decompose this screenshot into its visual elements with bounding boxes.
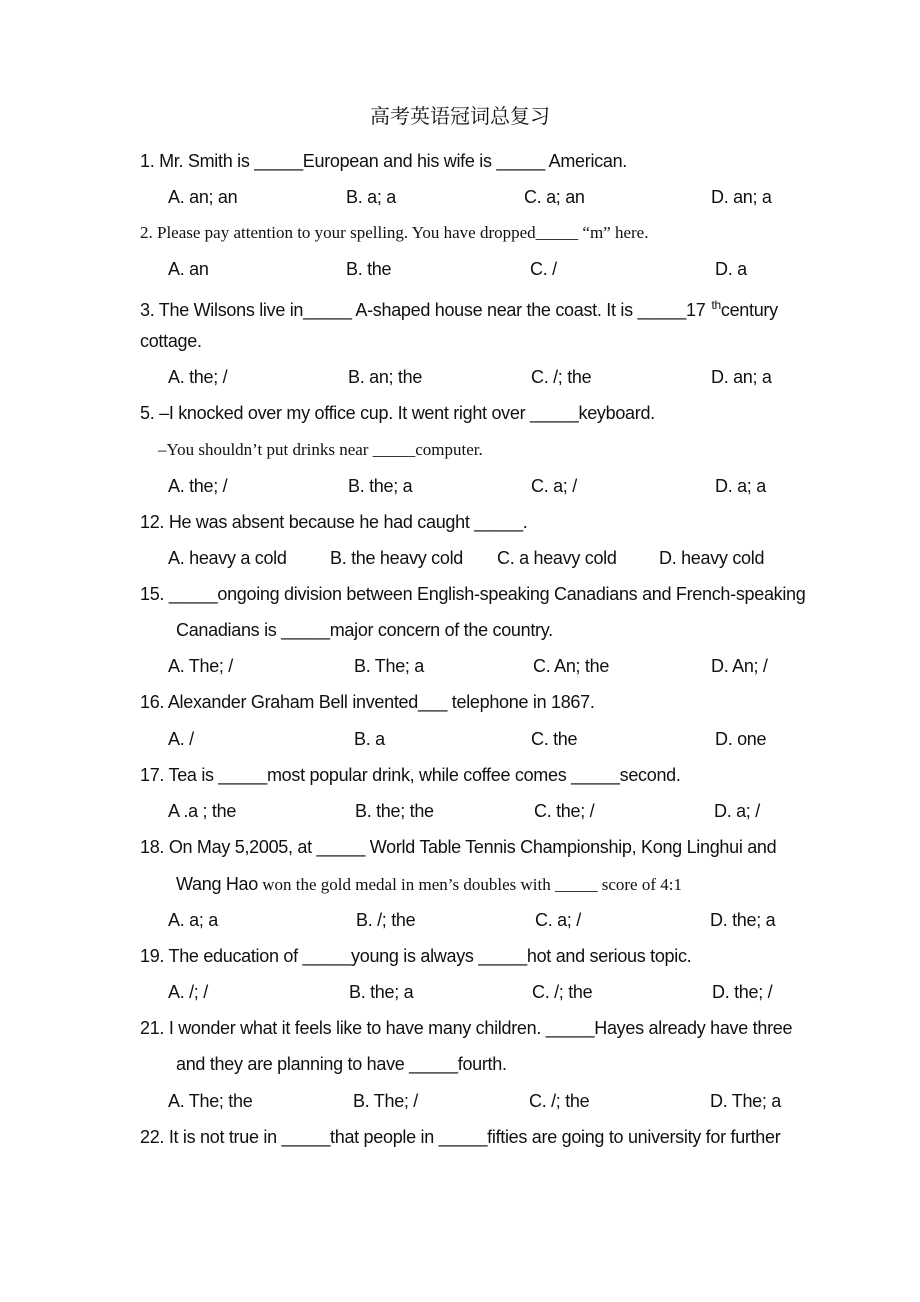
option-a: A .a ; the bbox=[168, 801, 237, 821]
option-d: D. a bbox=[715, 259, 747, 279]
option-d: D. The; a bbox=[710, 1091, 782, 1111]
question-stem-text: won the gold medal in men’s doubles with _____ score of 4:1 bbox=[257, 875, 682, 894]
option-c: C. /; the bbox=[532, 982, 593, 1002]
question-stem: 12. He was absent because he had caught _____. bbox=[140, 512, 528, 532]
option-c: C. a; an bbox=[524, 187, 585, 207]
question-stem: 22. It is not true in _____that people in _____fifties are going to university for further bbox=[140, 1127, 781, 1147]
option-d: D. an; a bbox=[711, 367, 772, 387]
question-stem-continuation: cottage. bbox=[140, 331, 202, 351]
question-stem: 17. Tea is _____most popular drink, while coffee comes _____second. bbox=[140, 765, 681, 785]
option-a: A. the; / bbox=[168, 476, 228, 496]
option-c: C. An; the bbox=[533, 656, 610, 676]
option-d: D. An; / bbox=[711, 656, 768, 676]
question-stem: 5. –I knocked over my office cup. It went right over _____keyboard. bbox=[140, 403, 655, 423]
option-a: A. a; a bbox=[168, 910, 218, 930]
option-c: C. the bbox=[531, 729, 578, 749]
option-a: A. /; / bbox=[168, 982, 208, 1002]
option-b: B. the heavy cold bbox=[330, 548, 463, 568]
option-d: D. one bbox=[715, 729, 767, 749]
question-stem-continuation: and they are planning to have _____fourth. bbox=[176, 1054, 507, 1074]
option-b: B. the bbox=[346, 259, 392, 279]
option-a: A. heavy a cold bbox=[168, 548, 287, 568]
question-stem: 19. The education of _____young is always _____hot and serious topic. bbox=[140, 946, 692, 966]
question-stem: 2. Please pay attention to your spelling. You have dropped_____ “m” here. bbox=[140, 223, 649, 242]
option-b: B. a bbox=[354, 729, 385, 749]
option-c: C. a heavy cold bbox=[497, 548, 617, 568]
option-d: D. heavy cold bbox=[659, 548, 765, 568]
option-c: C. a; / bbox=[535, 910, 581, 930]
option-d: D. the; a bbox=[710, 910, 776, 930]
option-b: B. the; the bbox=[355, 801, 434, 821]
question-stem: 18. On May 5,2005, at _____ World Table Tennis Championship, Kong Linghui and bbox=[140, 837, 777, 857]
option-c: C. the; / bbox=[534, 801, 595, 821]
page-title: 高考英语冠词总复习 bbox=[370, 104, 550, 128]
question-stem: 21. I wonder what it feels like to have many children. _____Hayes already have three bbox=[140, 1018, 793, 1038]
option-b: B. a; a bbox=[346, 187, 396, 207]
option-a: A. the; / bbox=[168, 367, 228, 387]
option-d: D. a; / bbox=[714, 801, 760, 821]
option-d: D. a; a bbox=[715, 476, 766, 496]
option-a: A. The; / bbox=[168, 656, 234, 676]
question-stem-continuation: Canadians is _____major concern of the country. bbox=[176, 620, 553, 640]
option-c: C. /; the bbox=[529, 1091, 590, 1111]
option-b: B. the; a bbox=[349, 982, 414, 1002]
option-c: C. / bbox=[530, 259, 557, 279]
question-stem-names: Wang Hao bbox=[176, 874, 258, 894]
option-a: A. The; the bbox=[168, 1091, 253, 1111]
option-d: D. the; / bbox=[712, 982, 773, 1002]
option-a: A. / bbox=[168, 729, 194, 749]
question-stem: 15. _____ongoing division between English-speaking Canadians and French-speaking bbox=[140, 584, 806, 604]
option-d: D. an; a bbox=[711, 187, 772, 207]
option-b: B. an; the bbox=[348, 367, 423, 387]
option-a: A. an; an bbox=[168, 187, 238, 207]
ordinal-suffix: th bbox=[711, 298, 721, 312]
option-b: B. The; / bbox=[353, 1091, 419, 1111]
option-c: C. a; / bbox=[531, 476, 577, 496]
option-b: B. The; a bbox=[354, 656, 425, 676]
option-a: A. an bbox=[168, 259, 209, 279]
option-b: B. the; a bbox=[348, 476, 413, 496]
question-stem: 1. Mr. Smith is _____European and his wife is _____ American. bbox=[140, 151, 627, 171]
option-c: C. /; the bbox=[531, 367, 592, 387]
question-stem-continuation: –You shouldn’t put drinks near _____computer. bbox=[158, 440, 483, 459]
option-b: B. /; the bbox=[356, 910, 416, 930]
question-stem bbox=[140, 290, 800, 320]
question-stem-text-end: century bbox=[720, 300, 778, 320]
question-stem-continuation bbox=[176, 869, 836, 899]
question-stem-text: 3. The Wilsons live in_____ A-shaped house near the coast. It is _____17 bbox=[140, 300, 706, 320]
question-stem: 16. Alexander Graham Bell invented___ telephone in 1867. bbox=[140, 692, 595, 712]
